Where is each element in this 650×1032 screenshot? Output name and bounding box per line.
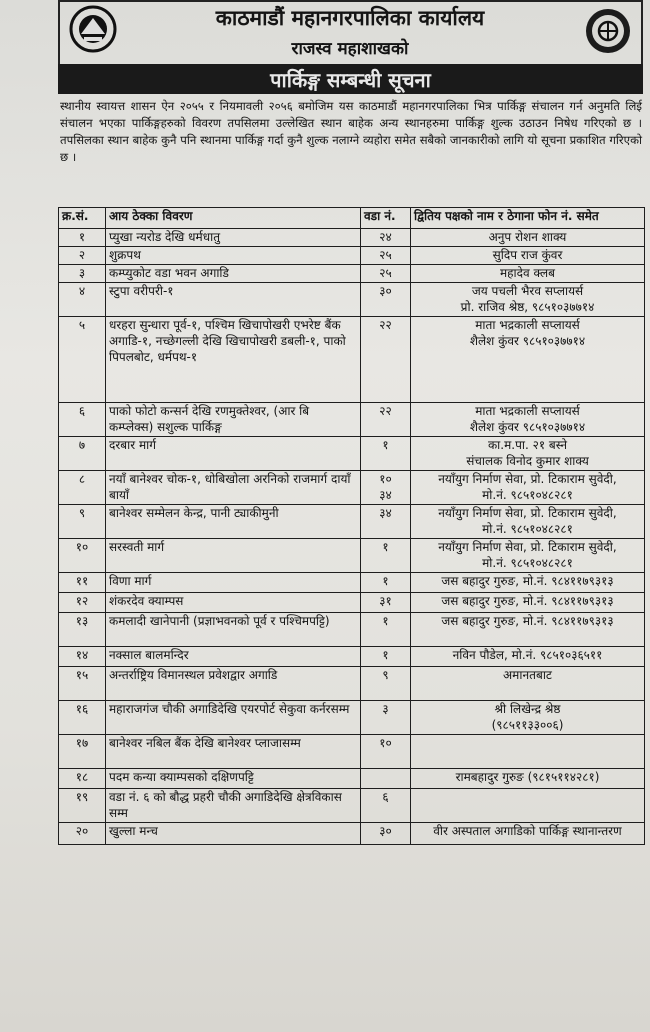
row-ward-value: १० <box>379 736 392 750</box>
table-body <box>59 229 645 845</box>
row-ward <box>361 789 411 823</box>
row-ward <box>361 701 411 735</box>
row-location: बानेश्वर नबिल बैंक देखि बानेश्वर प्लाजासम्म <box>106 735 361 769</box>
row-location: दरबार मार्ग <box>106 437 361 471</box>
table-row <box>59 229 645 247</box>
row-location: पदम कन्या क्याम्पसको दक्षिणपट्टि <box>106 769 361 789</box>
row-ward <box>361 823 411 845</box>
table-row <box>59 539 645 573</box>
row-sn: २० <box>59 823 106 845</box>
row-sn: १ <box>59 229 106 247</box>
row-sn: ३ <box>59 265 106 283</box>
row-ward <box>361 593 411 613</box>
row-ward-value: ३१ <box>379 594 392 608</box>
row-location: धरहरा सुन्धारा पूर्व-१, पश्चिम खिचापोखरी एभरेष्ट बैंक अगाडि-१, नच्छेगल्ली देखि खिचापोखरी डबली-१, पाको पिपलबोट, धर्मपथ-१ <box>106 317 361 403</box>
row-party: महादेव क्लब <box>411 265 645 283</box>
row-party: माता भद्रकाली सप्लायर्स शैलेश कुंवर ९८५१०३७७१४ <box>411 317 645 403</box>
row-party: जस बहादुर गुरुङ, मो.नं. ९८४११७९३१३ <box>411 613 645 647</box>
row-ward-value: ३० <box>379 284 392 298</box>
row-party: जस बहादुर गुरुङ, मो.नं. ९८४११७९३१३ <box>411 593 645 613</box>
row-ward-value: २२ <box>379 318 392 332</box>
table-row <box>59 667 645 701</box>
table-row <box>59 573 645 593</box>
row-party: नयाँयुग निर्माण सेवा, प्रो. टिकाराम सुवेदी, मो.नं. ९८५१०४८२८१ <box>411 539 645 573</box>
row-sn: १६ <box>59 701 106 735</box>
row-party: जय पचली भैरव सप्लायर्स प्रो. राजिव श्रेष्ठ, ९८५१०३७७१४ <box>411 283 645 317</box>
row-party: अनुप रोशन शाक्य <box>411 229 645 247</box>
row-location: पाको फोटो कन्सर्न देखि रणमुक्तेश्वर, (आर बि कम्प्लेक्स) सशुल्क पार्किङ्ग <box>106 403 361 437</box>
row-ward-value: ३४ <box>379 506 392 520</box>
row-location: प्युखा न्यरोड देखि धर्मधातु <box>106 229 361 247</box>
row-ward <box>361 613 411 647</box>
table-row <box>59 317 645 403</box>
row-location: नक्साल बालमन्दिर <box>106 647 361 667</box>
row-ward <box>361 647 411 667</box>
row-location: स्टुपा वरीपरी-१ <box>106 283 361 317</box>
row-location: अन्तर्राष्ट्रिय विमानस्थल प्रवेशद्वार अगाडि <box>106 667 361 701</box>
row-ward <box>361 403 411 437</box>
row-party: रामबहादुर गुरुङ (९८१५११४२८१) <box>411 769 645 789</box>
row-sn: ८ <box>59 471 106 505</box>
row-location: शंकरदेव क्याम्पस <box>106 593 361 613</box>
row-ward-value: ६ <box>382 790 389 804</box>
table-row <box>59 437 645 471</box>
row-ward <box>361 505 411 539</box>
row-location: विणा मार्ग <box>106 573 361 593</box>
table-row <box>59 403 645 437</box>
row-location: नयाँ बानेश्वर चोक-१, धोबिखोला अरनिको राजमार्ग दायाँ बायाँ <box>106 471 361 505</box>
row-sn: ४ <box>59 283 106 317</box>
row-ward-value: १ <box>382 438 389 452</box>
row-ward-value-second: ३४ <box>379 488 392 502</box>
row-ward-value: १ <box>382 614 389 628</box>
row-ward <box>361 573 411 593</box>
row-ward-value: ३ <box>382 702 389 716</box>
office-title: काठमाडौं महानगरपालिका कार्यालय <box>215 6 485 30</box>
row-ward <box>361 247 411 265</box>
row-ward-value: १ <box>382 574 389 588</box>
table-row <box>59 701 645 735</box>
table-row <box>59 505 645 539</box>
row-location: कमलादी खानेपानी (प्रज्ञाभवनको पूर्व र पश्चिमपट्टि) <box>106 613 361 647</box>
row-ward-value: १ <box>382 540 389 554</box>
table-row <box>59 265 645 283</box>
table-header-row <box>59 208 645 229</box>
row-ward <box>361 471 411 505</box>
notice-title: पार्किङ्ग सम्बन्धी सूचना <box>270 68 431 92</box>
row-party: जस बहादुर गुरुङ, मो.नं. ९८४११७९३१३ <box>411 573 645 593</box>
row-ward-value: १० <box>379 472 392 486</box>
row-ward <box>361 283 411 317</box>
row-ward-value: ९ <box>382 668 389 682</box>
row-ward-value: २५ <box>379 266 392 280</box>
row-party: अमानतबाट <box>411 667 645 701</box>
row-party: नविन पौडेल, मो.नं. ९८५१०३६५११ <box>411 647 645 667</box>
row-sn: १७ <box>59 735 106 769</box>
row-ward <box>361 769 411 789</box>
table-row <box>59 247 645 265</box>
row-ward-value: ३० <box>379 824 392 838</box>
row-party: माता भद्रकाली सप्लायर्स शैलेश कुंवर ९८५१०३७७१४ <box>411 403 645 437</box>
row-party <box>411 789 645 823</box>
table-row <box>59 647 645 667</box>
header-ward: वडा नं. <box>361 208 411 229</box>
row-ward <box>361 667 411 701</box>
row-sn: १५ <box>59 667 106 701</box>
row-location: शुक्रपथ <box>106 247 361 265</box>
row-sn: १९ <box>59 789 106 823</box>
row-party <box>411 735 645 769</box>
municipality-emblem-icon <box>66 4 120 54</box>
row-sn: १२ <box>59 593 106 613</box>
table-row <box>59 823 645 845</box>
row-location: महाराजगंज चौकी अगाडिदेखि एयरपोर्ट सेकुवा कर्नरसम्म <box>106 701 361 735</box>
row-sn: ६ <box>59 403 106 437</box>
table-row <box>59 769 645 789</box>
row-party: नयाँयुग निर्माण सेवा, प्रो. टिकाराम सुवेदी, मो.नं. ९८५१०४८२८१ <box>411 505 645 539</box>
row-party: वीर अस्पताल अगाडिको पार्किङ्ग स्थानान्तरण <box>411 823 645 845</box>
table-row <box>59 471 645 505</box>
table-row <box>59 283 645 317</box>
row-ward-value: २४ <box>379 230 392 244</box>
row-ward <box>361 229 411 247</box>
row-party: श्री लिखेन्द्र श्रेष्ठ (९८५११३३००६) <box>411 701 645 735</box>
division-name: राजस्व महाशाखको <box>291 39 409 59</box>
table-row <box>59 593 645 613</box>
row-sn: २ <box>59 247 106 265</box>
row-party: नयाँयुग निर्माण सेवा, प्रो. टिकाराम सुवेदी, मो.नं. ९८५१०४८२८१ <box>411 471 645 505</box>
row-location: सरस्वती मार्ग <box>106 539 361 573</box>
row-location: वडा नं. ६ को बौद्ध प्रहरी चौकी अगाडिदेखि क्षेत्रविकास सम्म <box>106 789 361 823</box>
table-row <box>59 789 645 823</box>
row-sn: १८ <box>59 769 106 789</box>
row-location: बानेश्वर सम्मेलन केन्द्र, पानी ट्याकीमुनी <box>106 505 361 539</box>
row-sn: ९ <box>59 505 106 539</box>
row-ward <box>361 539 411 573</box>
header-party: द्वितिय पक्षको नाम र ठेगाना फोन नं. समेत <box>411 208 645 229</box>
row-location: कम्प्युकोट वडा भवन अगाडि <box>106 265 361 283</box>
row-sn: १० <box>59 539 106 573</box>
header-sn: क्र.सं. <box>59 208 106 229</box>
row-ward <box>361 735 411 769</box>
row-ward <box>361 317 411 403</box>
row-sn: ७ <box>59 437 106 471</box>
row-sn: १४ <box>59 647 106 667</box>
row-ward <box>361 265 411 283</box>
table-row <box>59 735 645 769</box>
row-party: का.म.पा. २१ बस्ने संचालक विनोद कुमार शाक्य <box>411 437 645 471</box>
row-ward-value: २५ <box>379 248 392 262</box>
row-sn: ५ <box>59 317 106 403</box>
row-party: सुदिप राज कुंवर <box>411 247 645 265</box>
table-row <box>59 613 645 647</box>
header-location: आय ठेक्का विवरण <box>106 208 361 229</box>
row-ward-value: १ <box>382 648 389 662</box>
row-ward-value: २२ <box>379 404 392 418</box>
row-ward <box>361 437 411 471</box>
intro-paragraph: स्थानीय स्वायत्त शासन ऐन २०५५ र नियमावली २०५६ बमोजिम यस काठमाडौं महानगरपालिका भित्र पार्किङ्ग संचालन गर्न अनुमति लिई संचालन भएका पार्किङ्गहरुको विवरण तपसिलमा उल्लेखित स्थान बाहेक अन्य स्थानहरुमा पार्किङ्ग शुल्क उठाउन निषेध गरिएको छ । तपसिलका स्थान बाहेक कुनै पनि स्थानमा पार्किङ्ग गर्दा कुनै शुल्क नलाग्ने व्यहोरा समेत सबैको जानकारीको लागि यो सूचना प्रकाशित गरिएको छ । <box>60 99 642 164</box>
row-sn: १३ <box>59 613 106 647</box>
parking-table <box>58 207 645 845</box>
row-sn: ११ <box>59 573 106 593</box>
municipality-seal-icon <box>582 6 634 56</box>
row-location: खुल्ला मन्च <box>106 823 361 845</box>
